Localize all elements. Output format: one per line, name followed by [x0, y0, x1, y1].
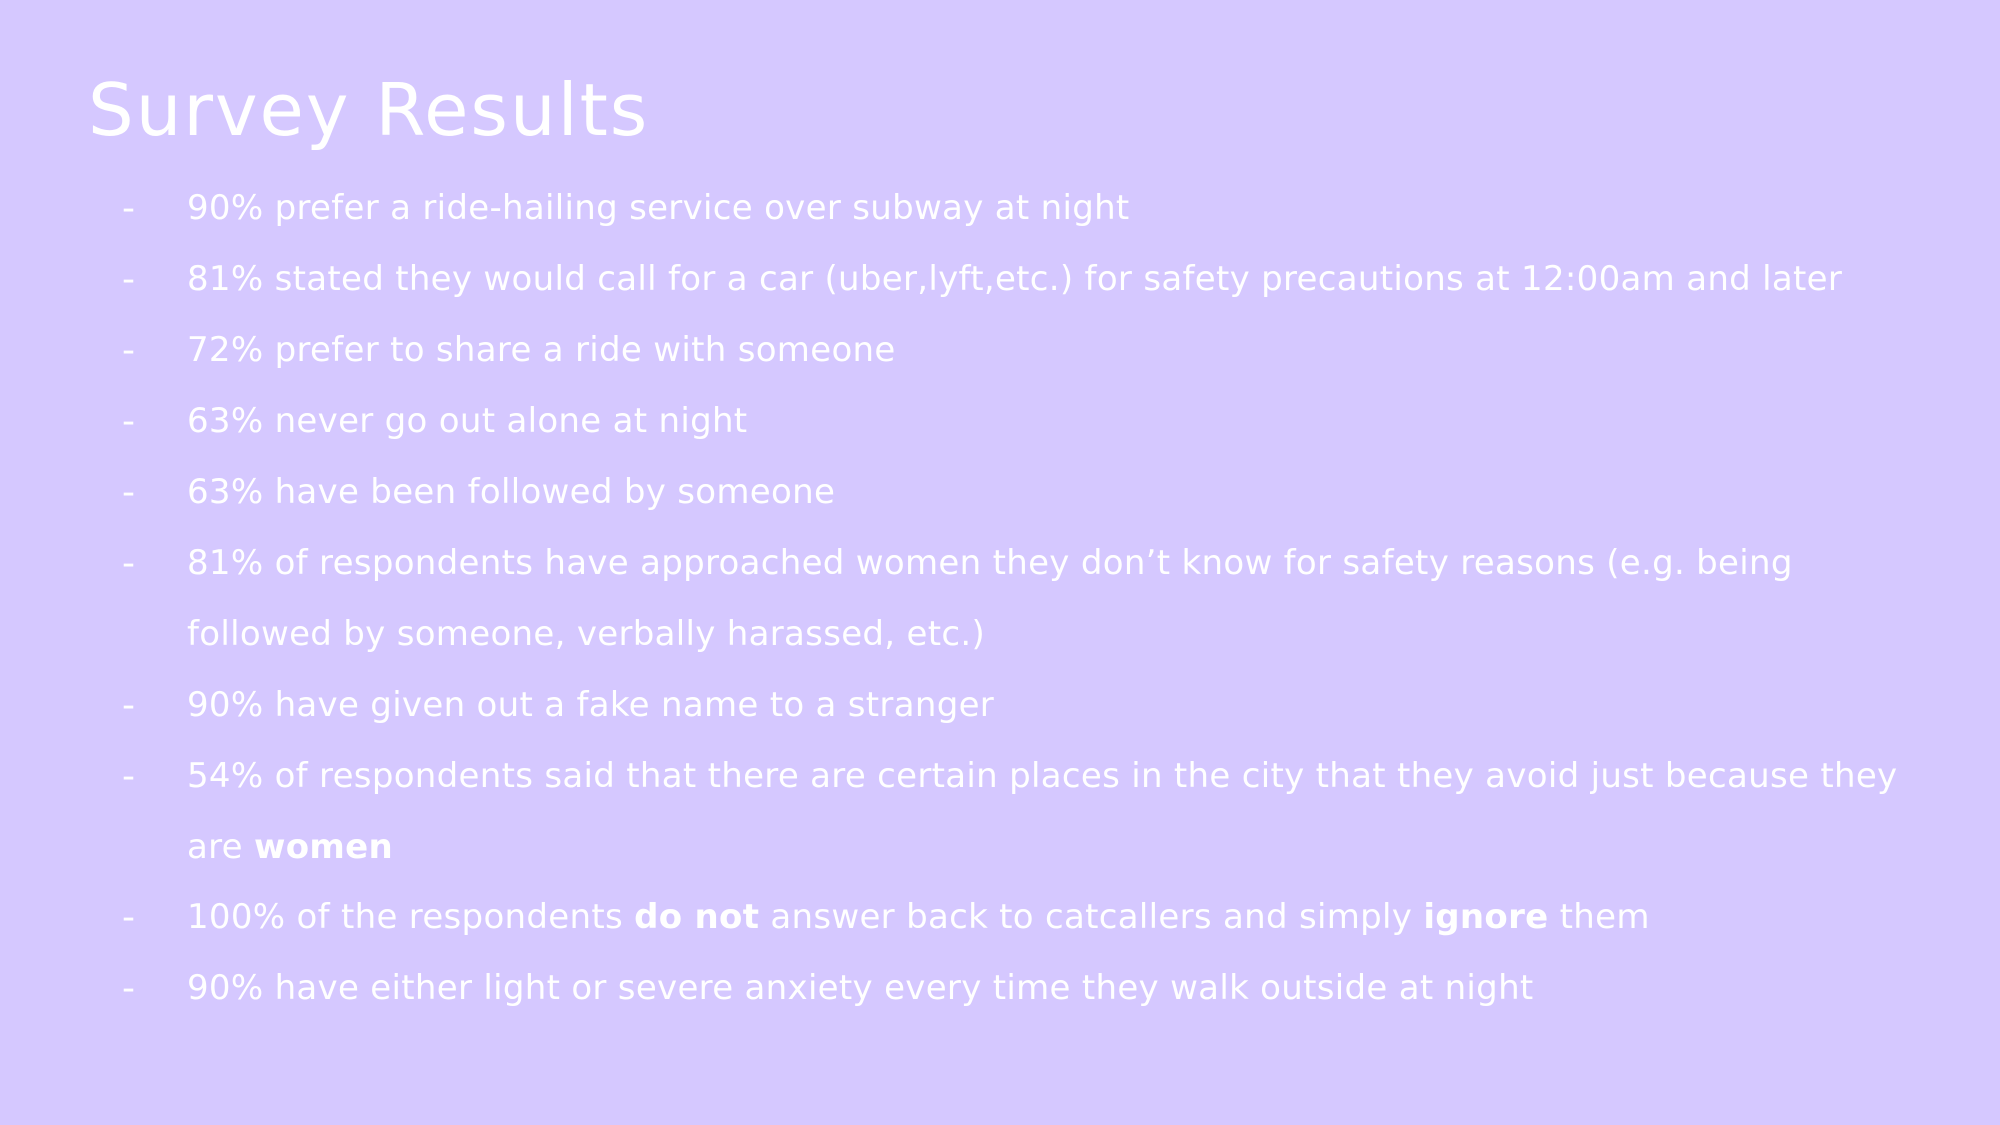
bullet-dash: - — [122, 188, 135, 229]
text-segment: answer back to catcallers and simply — [759, 897, 1424, 937]
text-segment: 100% of the respondents — [187, 897, 635, 937]
bullet-item — [0, 173, 2000, 244]
bullet-dash: - — [122, 330, 135, 371]
text-segment: 81% stated they would call for a car (uber,lyft,etc.) for safety precautions at 12:00am and later — [187, 259, 1843, 299]
bold-text-segment: do not — [634, 897, 760, 937]
text-segment: 72% prefer to share a ride with someone — [187, 330, 896, 370]
bullet-dash: - — [122, 543, 135, 584]
text-segment: 63% never go out alone at night — [187, 401, 748, 441]
bullet-text — [187, 953, 1534, 1024]
bullet-text — [187, 315, 896, 386]
bullet-dash: - — [122, 472, 135, 513]
bullet-dash: - — [122, 401, 135, 442]
bullet-text — [187, 244, 1842, 315]
text-segment: followed by someone, verbally harassed, etc.) — [187, 614, 986, 654]
bullet-item — [0, 315, 2000, 386]
bullet-text — [187, 173, 1130, 244]
bullet-item — [0, 457, 2000, 528]
bullet-text — [187, 386, 747, 457]
text-segment: 90% prefer a ride-hailing service over subway at night — [187, 188, 1130, 228]
bullet-item — [0, 244, 2000, 315]
text-segment: 81% of respondents have approached women they don’t know for safety reasons (e.g. being — [187, 543, 1793, 583]
bullet-item — [0, 386, 2000, 457]
bullet-text — [187, 812, 393, 883]
text-segment: them — [1548, 897, 1650, 937]
text-segment: 90% have given out a fake name to a stranger — [187, 685, 995, 725]
bullet-continuation — [0, 599, 2000, 670]
text-segment: 63% have been followed by someone — [187, 472, 836, 512]
bullet-item — [0, 528, 2000, 599]
bullet-text — [187, 457, 835, 528]
text-segment: 90% have either light or severe anxiety every time they walk outside at night — [187, 968, 1534, 1008]
bullet-text — [187, 528, 1793, 599]
bullet-item — [0, 882, 2000, 953]
bullet-item — [0, 953, 2000, 1024]
bullet-text — [187, 599, 985, 670]
bold-text-segment: women — [254, 827, 393, 867]
text-segment: are — [187, 827, 254, 867]
bullet-dash: - — [122, 897, 135, 938]
bullet-item — [0, 741, 2000, 812]
bullet-text — [187, 670, 994, 741]
text-segment: 54% of respondents said that there are certain places in the city that they avoid just because they — [187, 756, 1898, 796]
bold-text-segment: ignore — [1423, 897, 1549, 937]
bullet-dash: - — [122, 756, 135, 797]
bullet-continuation — [0, 812, 2000, 883]
bullet-text — [187, 741, 1897, 812]
slide-title: Survey Results — [88, 68, 650, 152]
bullet-text — [187, 882, 1650, 953]
bullet-dash: - — [122, 685, 135, 726]
bullet-dash: - — [122, 968, 135, 1009]
bullet-item — [0, 670, 2000, 741]
bullet-dash: - — [122, 259, 135, 300]
